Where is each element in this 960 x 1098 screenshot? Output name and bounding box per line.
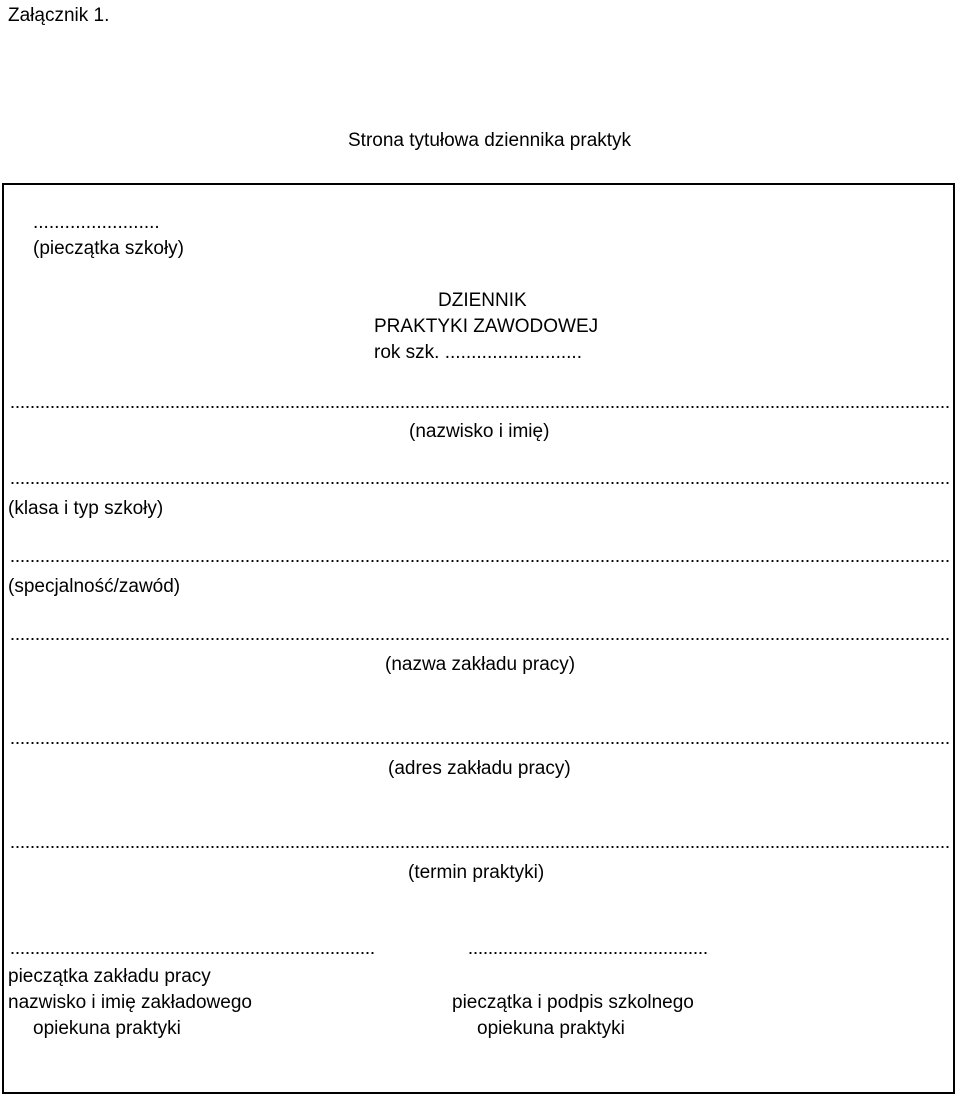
class-dotted-line: [10, 480, 950, 486]
name-label: (nazwisko i imię): [409, 421, 550, 442]
school-stamp-dots: ........................: [33, 212, 160, 233]
school-supervisor-label: pieczątka i podpis szkolnego: [452, 992, 694, 1013]
school-year-field: rok szk. ..........................: [374, 342, 582, 363]
school-supervisor-label-cont: opiekuna praktyki: [477, 1018, 625, 1039]
workplace-supervisor-label: nazwisko i imię zakładowego: [8, 992, 252, 1013]
left-signature-dotted-line: [10, 950, 374, 956]
class-label: (klasa i typ szkoły): [8, 498, 164, 519]
workplace-supervisor-label-cont: opiekuna praktyki: [33, 1018, 181, 1039]
school-stamp-label: (pieczątka szkoły): [33, 238, 184, 259]
internship-term-dotted-line: [10, 844, 950, 850]
workplace-name-label: (nazwa zakładu pracy): [385, 654, 576, 675]
page-heading: Strona tytułowa dziennika praktyk: [348, 130, 632, 151]
journal-title: DZIENNIK: [438, 290, 527, 311]
workplace-address-label: (adres zakładu pracy): [388, 758, 571, 779]
journal-subtitle: PRAKTYKI ZAWODOWEJ: [374, 316, 599, 337]
specialty-dotted-line: [10, 558, 950, 564]
specialty-label: (specjalność/zawód): [8, 576, 181, 597]
name-dotted-line: [10, 404, 950, 410]
workplace-name-dotted-line: [10, 636, 950, 642]
workplace-stamp-label: pieczątka zakładu pracy: [8, 966, 211, 987]
internship-term-label: (termin praktyki): [408, 862, 545, 883]
right-signature-dotted-line: [468, 950, 708, 956]
workplace-address-dotted-line: [10, 740, 950, 746]
attachment-label: Załącznik 1.: [8, 5, 110, 26]
